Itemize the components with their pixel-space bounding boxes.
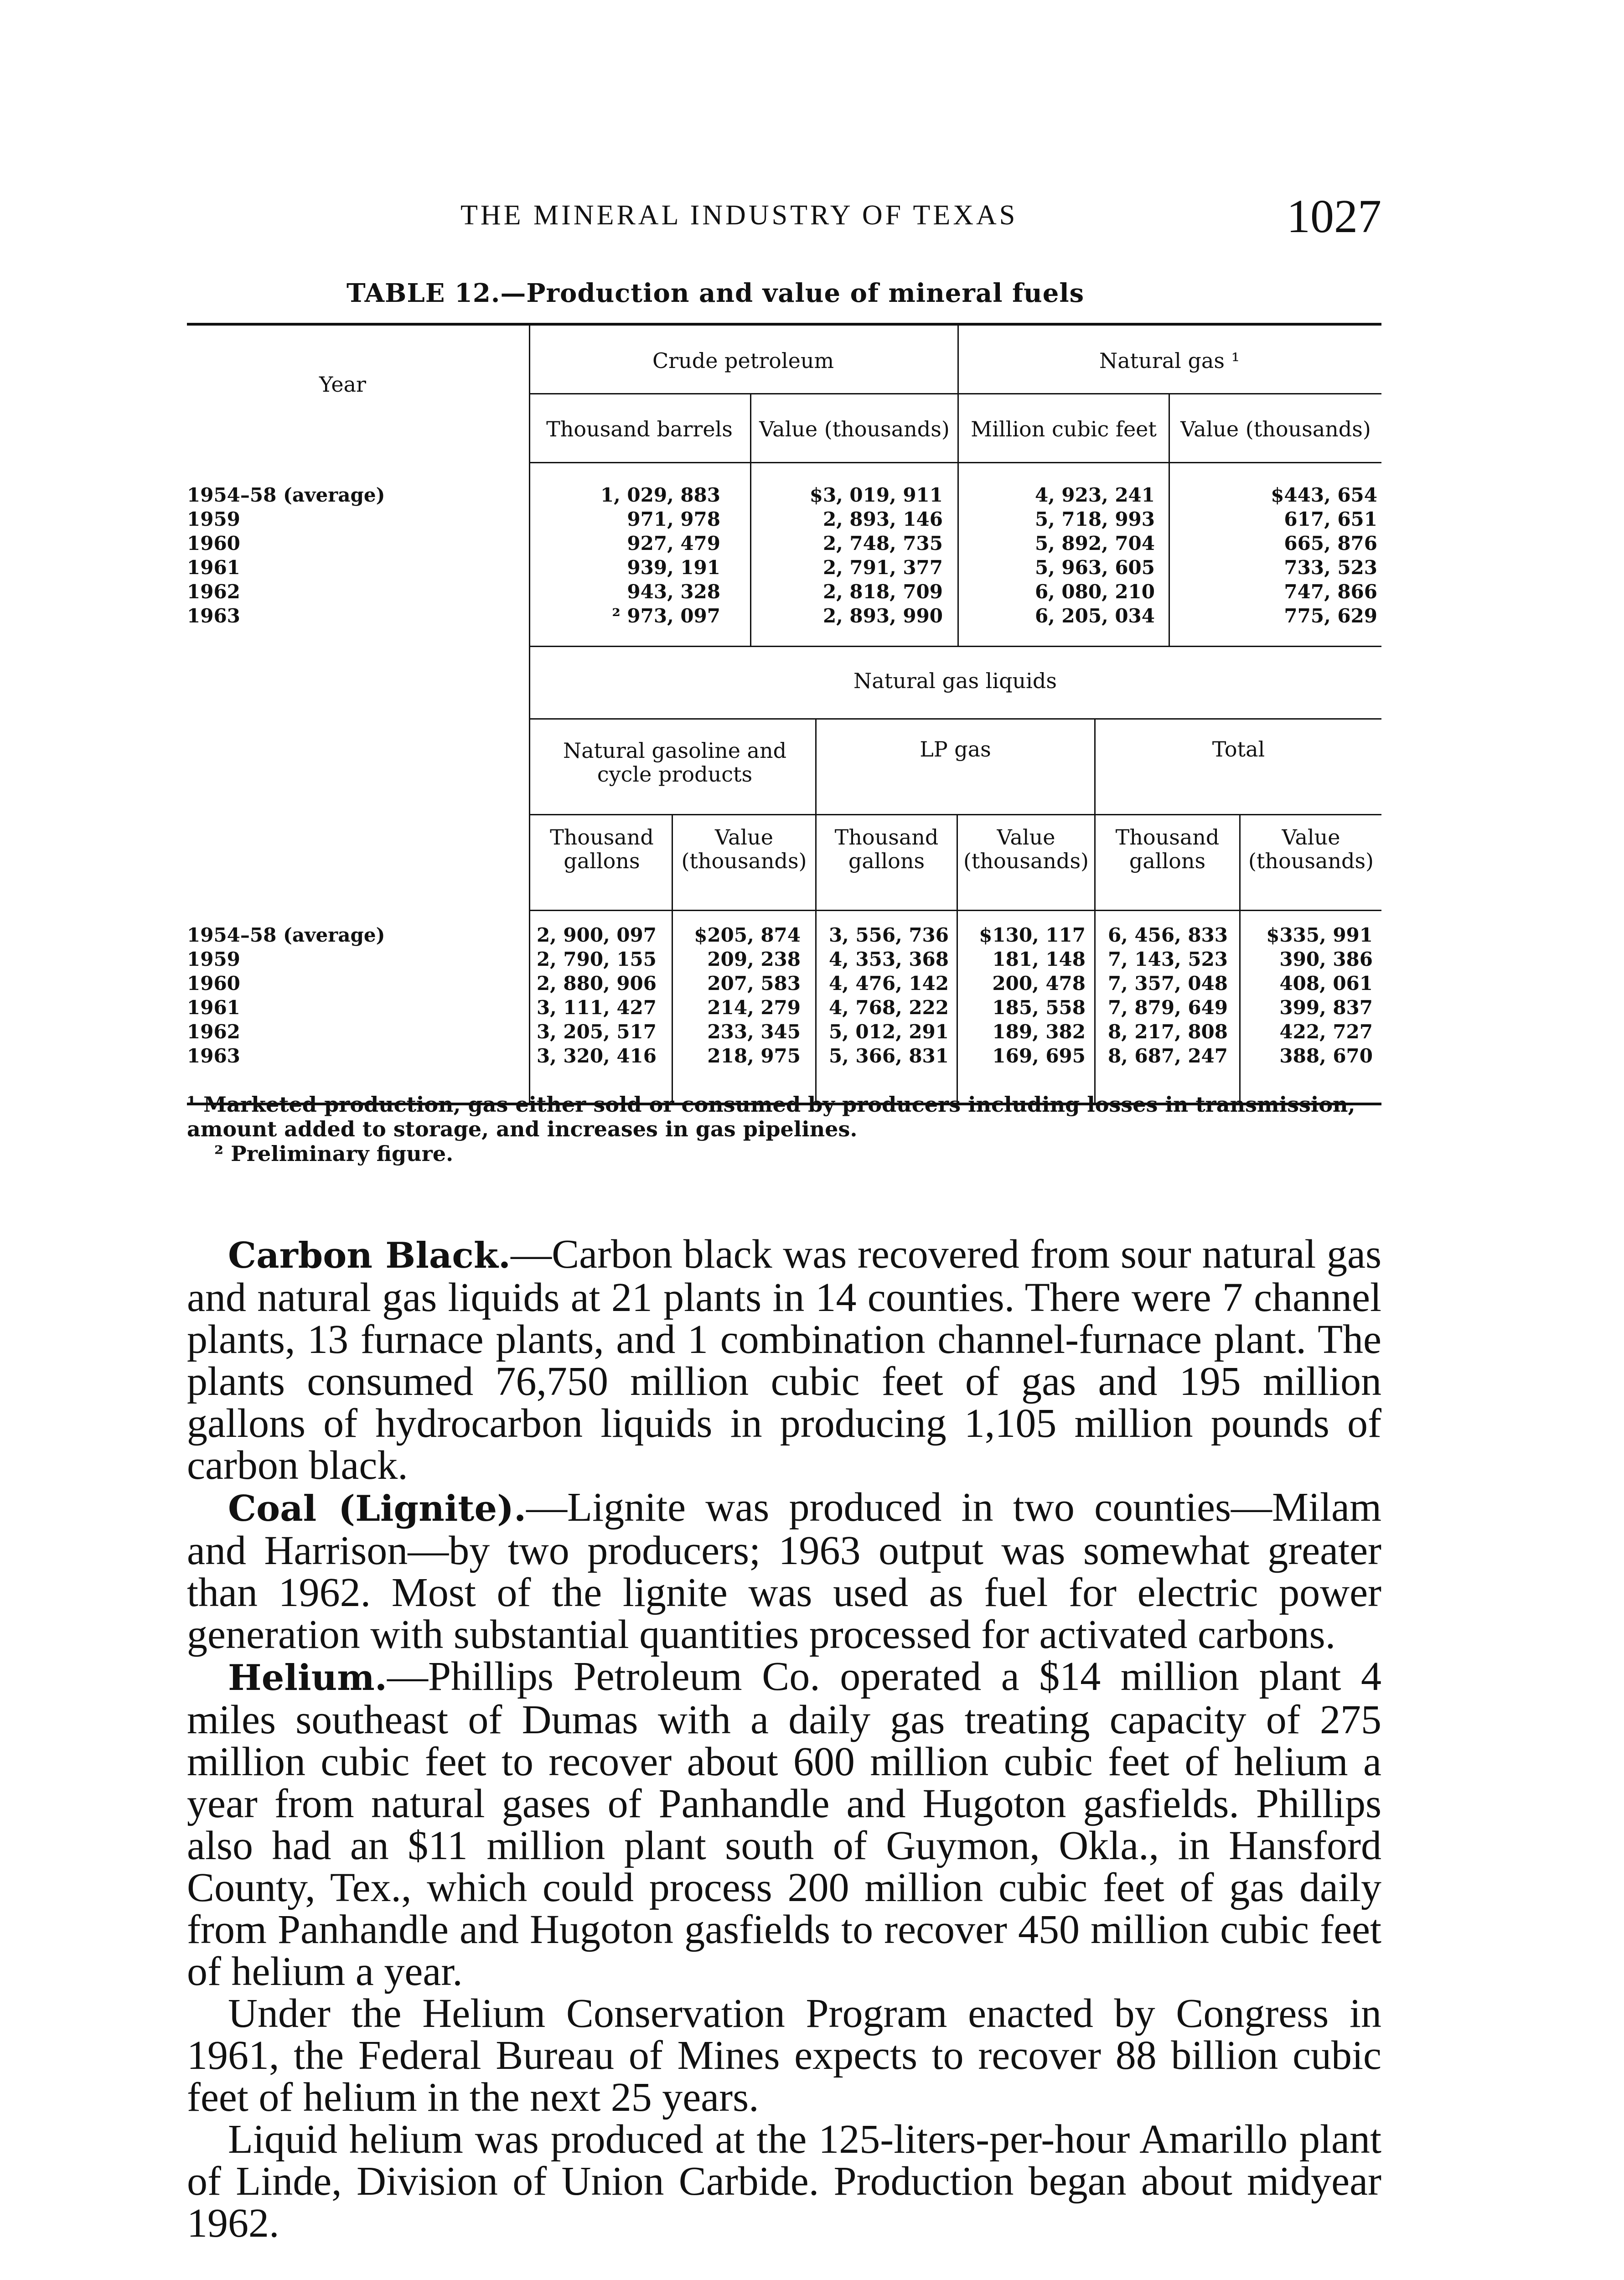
paragraph-helium — [187, 1656, 1381, 1993]
table-cell: 6, 080, 210 — [1034, 580, 1155, 603]
table-cell: 8, 687, 247 — [1107, 1045, 1228, 1067]
table-cell: 233, 345 — [707, 1021, 801, 1043]
row-year: 1954–58 (average) — [187, 924, 385, 946]
group-header: Natural gasoline and cycle products — [563, 738, 787, 787]
table-cell: 1, 029, 883 — [600, 484, 720, 506]
rule — [815, 718, 817, 1103]
table-cell: 5, 718, 993 — [1034, 508, 1155, 530]
row-year: 1960 — [187, 532, 240, 554]
group-natural-gas: Natural gas ¹ — [1099, 348, 1240, 373]
table-cell: 169, 695 — [992, 1045, 1086, 1067]
row-year: 1959 — [187, 948, 240, 970]
table-cell: 185, 558 — [992, 996, 1086, 1019]
group-header: LP gas — [920, 737, 991, 762]
rule — [529, 646, 1381, 647]
table-cell: 4, 923, 241 — [1034, 484, 1155, 506]
paragraph-carbon-black — [187, 1233, 1381, 1487]
table-cell: 3, 556, 736 — [828, 924, 949, 946]
row-year: 1954–58 (average) — [187, 484, 385, 506]
row-year: 1962 — [187, 1021, 240, 1043]
table-cell: 388, 670 — [1279, 1045, 1373, 1067]
table-cell: 189, 382 — [992, 1021, 1086, 1043]
table-cell: 665, 876 — [1284, 532, 1377, 554]
column-header: Thousand gallons — [550, 825, 654, 873]
table-cell: 4, 476, 142 — [828, 972, 949, 995]
table-cell: 2, 791, 377 — [822, 556, 943, 579]
footnote: ¹ Marketed production, gas either sold or consumed by producers including losses in transmission, amount added to storage, and increases in gas pipelines. — [187, 1092, 1355, 1141]
rule — [529, 393, 1381, 394]
year-header: Year — [319, 372, 367, 397]
table-cell: 617, 651 — [1284, 508, 1377, 530]
table-cell: 209, 238 — [707, 948, 801, 970]
table-cell: 775, 629 — [1284, 605, 1377, 627]
table-cell: $130, 117 — [979, 924, 1086, 946]
paragraph-text: —Carbon black was recovered from sour natural gas and natural gas liquids at 21 plants in 14 counties. There were 7 channel plants, 13 furnace plants, and 1 combination channel-furnace plant. The plants consumed 76,750 million cubic feet of gas and 195 million gallons of hydrocarbon liquids in producing 1,105 million pounds of carbon black. — [187, 1232, 1381, 1488]
page-header — [187, 190, 1381, 249]
table-cell: $443, 654 — [1271, 484, 1377, 506]
table-cell: 8, 217, 808 — [1107, 1021, 1228, 1043]
paragraph-text: —Lignite was produced in two counties—Milam and Harrison—by two producers; 1963 output was somewhat greater than 1962. Most of the lignite was used as fuel for electric power generation with substantial quantities processed for activated carbons. — [187, 1485, 1381, 1657]
table-cell: 5, 963, 605 — [1034, 556, 1155, 579]
table-cell: 4, 353, 368 — [828, 948, 949, 970]
group-header: Total — [1212, 737, 1265, 762]
table-cell: 7, 357, 048 — [1107, 972, 1228, 995]
table-top-rule — [187, 323, 1381, 326]
table-cell: 5, 366, 831 — [828, 1045, 949, 1067]
column-header: Million cubic feet — [971, 417, 1157, 441]
row-year: 1962 — [187, 580, 240, 603]
table-cell: 5, 012, 291 — [828, 1021, 949, 1043]
table-cell: $205, 874 — [694, 924, 801, 946]
column-header: Value (thousands) — [681, 825, 807, 873]
rule — [529, 462, 1381, 463]
table-cell: 3, 320, 416 — [536, 1045, 657, 1067]
table-cell: 733, 523 — [1284, 556, 1377, 579]
table-cell: ² 973, 097 — [612, 605, 720, 627]
column-header: Value (thousands) — [1180, 417, 1371, 441]
column-header: Value (thousands) — [1248, 825, 1374, 873]
paragraph-liquid-helium: Liquid helium was produced at the 125-liters-per-hour Amarillo plant of Linde, Division of Union Carbide. Production began about midyear 1962. — [187, 2117, 1381, 2246]
row-year: 1963 — [187, 1045, 240, 1067]
table-cell: 181, 148 — [992, 948, 1086, 970]
table-cell: 5, 892, 704 — [1034, 532, 1155, 554]
paragraph-helium-program: Under the Helium Conservation Program enacted by Congress in 1961, the Federal Bureau of Mines expects to recover 88 billion cubic feet of helium in the next 25 years. — [187, 1991, 1381, 2120]
run-in-heading: Carbon Black. — [228, 1235, 511, 1276]
rule — [529, 910, 1381, 911]
table-footnotes — [187, 1092, 1381, 1166]
table-title: TABLE 12.—Production and value of mineral fuels — [347, 278, 1085, 308]
running-head: THE MINERAL INDUSTRY OF TEXAS — [460, 200, 1018, 231]
table-cell: 2, 748, 735 — [822, 532, 943, 554]
table-cell: 399, 837 — [1279, 996, 1373, 1019]
table-cell: 7, 879, 649 — [1107, 996, 1228, 1019]
table-cell: 2, 893, 146 — [822, 508, 943, 530]
table-cell: 4, 768, 222 — [828, 996, 949, 1019]
table-cell: 927, 479 — [627, 532, 720, 554]
table-cell: 2, 880, 906 — [536, 972, 657, 995]
rule — [529, 718, 1381, 720]
table-cell: 7, 143, 523 — [1107, 948, 1228, 970]
body-text — [187, 1233, 1381, 2244]
column-header: Value (thousands) — [759, 417, 950, 441]
rule — [1094, 718, 1096, 1103]
table-cell: 214, 279 — [707, 996, 801, 1019]
column-header: Thousand gallons — [834, 825, 939, 873]
table-cell: 2, 893, 990 — [822, 605, 943, 627]
table-cell: 207, 583 — [707, 972, 801, 995]
table-cell: $3, 019, 911 — [809, 484, 943, 506]
table-cell: 422, 727 — [1279, 1021, 1373, 1043]
row-year: 1960 — [187, 972, 240, 995]
paragraph-coal — [187, 1487, 1381, 1656]
page-number: 1027 — [1287, 190, 1381, 243]
row-year: 1961 — [187, 556, 240, 579]
group-crude-petroleum: Crude petroleum — [652, 348, 834, 373]
table-cell: 390, 386 — [1279, 948, 1373, 970]
table-cell: 939, 191 — [627, 556, 720, 579]
table-cell: 3, 205, 517 — [536, 1021, 657, 1043]
table-cell: 200, 478 — [992, 972, 1086, 995]
table-cell: $335, 991 — [1266, 924, 1373, 946]
row-year: 1959 — [187, 508, 240, 530]
table-cell: 2, 900, 097 — [536, 924, 657, 946]
footnote: ² Preliminary figure. — [214, 1141, 454, 1166]
rule — [529, 814, 1381, 815]
column-header: Value (thousands) — [963, 825, 1089, 873]
table-cell: 943, 328 — [627, 580, 720, 603]
table-cell: 747, 866 — [1284, 580, 1377, 603]
run-in-heading: Helium. — [228, 1657, 387, 1699]
table-cell: 971, 978 — [627, 508, 720, 530]
table-cell: 2, 818, 709 — [822, 580, 943, 603]
group-natural-gas-liquids: Natural gas liquids — [853, 668, 1057, 693]
table-cell: 2, 790, 155 — [536, 948, 657, 970]
table-cell: 6, 205, 034 — [1034, 605, 1155, 627]
table-cell: 3, 111, 427 — [536, 996, 657, 1019]
table-cell: 408, 061 — [1279, 972, 1373, 995]
row-year: 1963 — [187, 605, 240, 627]
run-in-heading: Coal (Lignite). — [228, 1488, 527, 1529]
table-cell: 6, 456, 833 — [1107, 924, 1228, 946]
row-year: 1961 — [187, 996, 240, 1019]
paragraph-text: —Phillips Petroleum Co. operated a $14 million plant 4 miles southeast of Dumas with a daily gas treating capacity of 275 million cubic feet to recover about 600 million cubic feet of helium a year from natural gases of Panhandle and Hugoton gasfields. Phillips also had an $11 million plant south of Guymon, Okla., in Hansford County, Tex., which could process 200 million cubic feet of gas daily from Panhandle and Hugoton gasfields to recover 450 million cubic feet of helium a year. — [187, 1654, 1381, 1994]
table-cell: 218, 975 — [707, 1045, 801, 1067]
column-header: Thousand barrels — [546, 417, 733, 441]
column-header: Thousand gallons — [1115, 825, 1220, 873]
